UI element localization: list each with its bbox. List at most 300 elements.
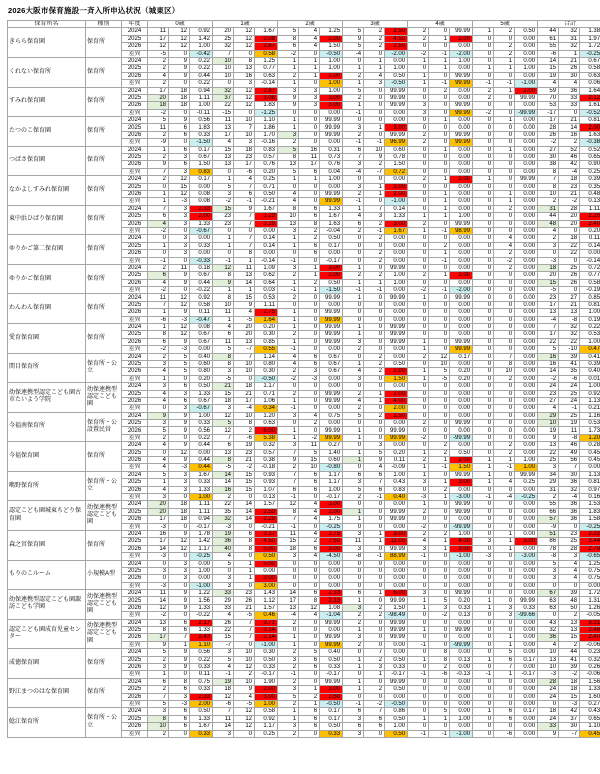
data-cell: 0.00 [515, 309, 538, 316]
data-cell: 34 [538, 471, 559, 478]
data-cell: 99.99 [320, 619, 343, 626]
data-cell: 0.22 [190, 656, 213, 663]
data-cell: 1 [278, 279, 299, 286]
data-cell: -3 [408, 494, 429, 501]
data-cell: 0.00 [450, 205, 473, 212]
data-cell: -3 [538, 671, 559, 678]
data-cell: 8 [538, 168, 559, 175]
data-cell: 39 [559, 353, 580, 360]
data-cell: 0.00 [515, 567, 538, 574]
data-cell: 0.85 [580, 294, 600, 301]
data-cell: 5 [343, 43, 364, 50]
data-cell: 2.00 [385, 190, 408, 197]
data-cell: 99.99 [385, 87, 408, 94]
data-cell: 8 [213, 294, 234, 301]
data-cell: 0.00 [190, 346, 213, 353]
data-cell: 3 [429, 604, 450, 611]
data-cell: 2 [494, 205, 515, 212]
data-cell: 0 [408, 65, 429, 72]
data-cell: 59 [538, 87, 559, 94]
data-cell: 5 [148, 649, 169, 656]
data-cell: 1 [408, 213, 429, 220]
data-cell: -2 [148, 346, 169, 353]
data-cell: 0.17 [190, 146, 213, 153]
year-label-cell: 2025 [122, 124, 148, 131]
data-cell: 2 [343, 227, 364, 234]
data-cell: 4 [364, 464, 385, 471]
data-cell: 1 [473, 656, 494, 663]
data-cell: 99.99 [385, 102, 408, 109]
data-cell: 0 [429, 154, 450, 161]
data-cell: -3 [148, 553, 169, 560]
data-cell: -5 [234, 612, 255, 619]
data-cell: 6 [169, 161, 190, 168]
data-cell: 20 [148, 501, 169, 508]
data-cell: 3 [169, 213, 190, 220]
data-cell: 0 [364, 567, 385, 574]
data-cell: 6 [169, 723, 190, 730]
data-cell: 0 [234, 227, 255, 234]
data-cell: 0 [494, 700, 515, 707]
data-cell: 99.99 [385, 619, 408, 626]
data-cell: 1.00 [450, 213, 473, 220]
data-cell: -0.50 [320, 700, 343, 707]
data-cell: 0 [408, 686, 429, 693]
data-cell: -2 [148, 227, 169, 234]
data-cell: 7 [148, 301, 169, 308]
data-cell: 2 [299, 420, 320, 427]
data-cell: 0 [429, 634, 450, 641]
data-cell: 0.00 [450, 124, 473, 131]
year-label-cell: 2025 [122, 479, 148, 486]
data-cell: 0 [473, 338, 494, 345]
data-cell: 2 [494, 43, 515, 50]
data-cell: 1.90 [255, 678, 278, 685]
data-cell: 0 [473, 227, 494, 234]
data-cell: 2.00 [320, 72, 343, 79]
data-cell: 0 [364, 94, 385, 101]
data-cell: 3 [299, 368, 320, 375]
year-label-cell: 2025 [122, 567, 148, 574]
year-label-cell: 差異 [122, 434, 148, 441]
data-cell: 14 [538, 368, 559, 375]
data-cell: 0 [299, 627, 320, 634]
data-cell: 1 [364, 538, 385, 545]
year-label-cell: 2026 [122, 457, 148, 464]
data-cell: 0.00 [320, 405, 343, 412]
data-cell: 2 [364, 656, 385, 663]
data-cell: 0.00 [385, 353, 408, 360]
data-cell: 0 [408, 331, 429, 338]
year-label-cell: 差異 [122, 405, 148, 412]
data-cell: 96.99 [385, 139, 408, 146]
data-cell: 3.00 [255, 575, 278, 582]
data-cell: -0.17 [385, 671, 408, 678]
data-cell: 0.00 [515, 715, 538, 722]
data-cell: 0 [364, 619, 385, 626]
year-label-cell: 2026 [122, 486, 148, 493]
data-cell: 4 [299, 28, 320, 35]
data-cell: 0.00 [450, 87, 473, 94]
year-label-cell: 2024 [122, 117, 148, 124]
data-cell: 0 [473, 715, 494, 722]
data-cell: 5 [278, 693, 299, 700]
data-cell: 0.92 [255, 715, 278, 722]
data-cell: 21 [234, 457, 255, 464]
data-cell: 12 [234, 94, 255, 101]
data-cell: 5 [213, 560, 234, 567]
data-cell: 3 [278, 656, 299, 663]
data-cell: 1.00 [385, 279, 408, 286]
year-label-cell: 2026 [122, 338, 148, 345]
data-cell: 3 [559, 553, 580, 560]
year-label-cell: 差異 [122, 641, 148, 648]
data-cell: 3 [364, 663, 385, 670]
data-cell: 0.00 [385, 109, 408, 116]
data-cell: 0.14 [385, 205, 408, 212]
data-cell: 6 [234, 190, 255, 197]
data-cell: 3 [408, 590, 429, 597]
data-cell: 1.33 [190, 486, 213, 493]
data-cell: 30 [559, 72, 580, 79]
data-cell: 1 [213, 242, 234, 249]
data-cell: -1 [278, 346, 299, 353]
data-cell: 99.99 [320, 427, 343, 434]
data-cell: 3 [343, 634, 364, 641]
data-cell: 4 [148, 457, 169, 464]
data-cell: 0 [494, 434, 515, 441]
data-cell: 0 [473, 316, 494, 323]
year-label-cell: 2026 [122, 397, 148, 404]
data-cell: -3 [169, 198, 190, 205]
data-cell: 0.00 [515, 619, 538, 626]
data-cell: 16 [538, 360, 559, 367]
data-cell: 2 [343, 405, 364, 412]
data-cell: 11 [148, 124, 169, 131]
data-cell: 0 [364, 324, 385, 331]
data-cell: 0 [234, 730, 255, 737]
table-row [8, 87, 600, 94]
data-cell: 2 [299, 538, 320, 545]
data-cell: 4 [364, 72, 385, 79]
data-cell: 3.00 [255, 693, 278, 700]
data-cell: 7 [234, 220, 255, 227]
data-cell: -9 [538, 523, 559, 530]
data-cell: 0.50 [255, 553, 278, 560]
data-cell: 5 [278, 168, 299, 175]
data-cell: 2 [364, 257, 385, 264]
data-cell: 10 [213, 301, 234, 308]
data-cell: 9 [234, 301, 255, 308]
data-cell: 18 [213, 686, 234, 693]
data-cell: 99.99 [320, 338, 343, 345]
data-cell: 18 [169, 516, 190, 523]
data-cell: 0 [408, 205, 429, 212]
data-cell: 2.20 [580, 213, 600, 220]
data-cell: 0 [343, 257, 364, 264]
data-cell: -0.21 [255, 198, 278, 205]
data-cell: 2 [148, 154, 169, 161]
data-cell: 99.99 [385, 264, 408, 271]
data-cell: 12 [169, 176, 190, 183]
table-row [8, 146, 600, 153]
data-cell: 0.58 [580, 279, 600, 286]
data-cell: 0 [278, 420, 299, 427]
data-cell: 0.00 [190, 183, 213, 190]
data-cell: 7 [364, 479, 385, 486]
facility-type-cell: 保育所 [86, 442, 122, 472]
data-cell: -0.14 [580, 257, 600, 264]
data-cell: 0 [473, 242, 494, 249]
facility-name-cell: 認定こども園成育児童センター [8, 619, 86, 649]
data-cell: 0 [494, 331, 515, 338]
data-cell: 6 [169, 397, 190, 404]
data-cell: 1.00 [320, 80, 343, 87]
data-cell: 1.20 [580, 434, 600, 441]
data-cell: 30 [559, 723, 580, 730]
data-cell: 15 [234, 486, 255, 493]
data-cell: 8 [299, 220, 320, 227]
data-cell: 0 [234, 494, 255, 501]
data-cell: 0 [473, 508, 494, 515]
data-cell: 0.67 [320, 360, 343, 367]
data-cell: 0 [473, 420, 494, 427]
year-label-cell: 2025 [122, 331, 148, 338]
data-cell: 1 [148, 146, 169, 153]
data-cell: 0.00 [515, 227, 538, 234]
data-cell: -1 [408, 730, 429, 737]
data-cell: 50 [559, 604, 580, 611]
data-cell: 1.08 [320, 604, 343, 611]
data-cell: 5 [364, 449, 385, 456]
data-cell: 12 [234, 708, 255, 715]
data-cell: 0.00 [515, 730, 538, 737]
data-cell: 14 [278, 590, 299, 597]
data-cell: 0 [364, 346, 385, 353]
data-cell: 2.33 [320, 590, 343, 597]
data-cell: 0.06 [580, 80, 600, 87]
data-cell: 6 [169, 686, 190, 693]
data-cell: 0 [473, 117, 494, 124]
data-cell: 0 [408, 678, 429, 685]
data-cell: 3.44 [580, 538, 600, 545]
data-cell: 0 [473, 301, 494, 308]
data-cell: 8 [278, 35, 299, 42]
data-cell: 0 [494, 597, 515, 604]
data-cell: 6 [278, 43, 299, 50]
data-cell: -6 [429, 671, 450, 678]
data-cell: 0.00 [385, 582, 408, 589]
data-cell: 15 [559, 693, 580, 700]
data-cell: 0 [473, 427, 494, 434]
data-cell: 3 [494, 612, 515, 619]
data-cell: 13 [234, 272, 255, 279]
data-cell: 1 [278, 715, 299, 722]
data-cell: 12 [148, 604, 169, 611]
type-header: 種別 [86, 21, 122, 28]
data-cell: 10 [538, 649, 559, 656]
data-cell: 1 [364, 65, 385, 72]
facility-name-cell: 鯰江保育所 [8, 708, 86, 738]
data-cell: 15 [559, 634, 580, 641]
data-cell: 0 [343, 301, 364, 308]
data-cell: 0 [343, 442, 364, 449]
data-cell: 5 [343, 87, 364, 94]
data-cell: 0.00 [450, 146, 473, 153]
data-cell: -2 [494, 257, 515, 264]
data-cell: -6 [559, 375, 580, 382]
data-cell: 17 [538, 331, 559, 338]
data-cell: 1 [299, 57, 320, 64]
data-cell: 2 [299, 227, 320, 234]
year-label-cell: 2025 [122, 35, 148, 42]
data-cell: 1 [408, 715, 429, 722]
data-cell: 0 [473, 50, 494, 57]
data-cell: -1 [429, 257, 450, 264]
data-cell: 2.17 [190, 619, 213, 626]
data-cell: 1.00 [190, 43, 213, 50]
data-cell: 0 [278, 575, 299, 582]
data-cell: 7 [559, 464, 580, 471]
data-cell: 0.00 [515, 154, 538, 161]
data-cell: 0.04 [320, 168, 343, 175]
data-cell: -0.38 [580, 139, 600, 146]
data-cell: -1 [278, 405, 299, 412]
data-cell: 15 [169, 183, 190, 190]
data-cell: 3 [538, 242, 559, 249]
year-label-cell: 2024 [122, 619, 148, 626]
data-cell: 0.00 [515, 427, 538, 434]
data-cell: 8 [299, 597, 320, 604]
data-cell: 2 [429, 442, 450, 449]
data-cell: 7 [234, 124, 255, 131]
data-cell: 0.17 [515, 656, 538, 663]
data-cell: 0.50 [190, 383, 213, 390]
data-cell: -1 [343, 139, 364, 146]
data-cell: 5 [299, 449, 320, 456]
data-cell: 0 [429, 641, 450, 648]
data-cell: 0 [299, 198, 320, 205]
data-cell: 0.50 [385, 656, 408, 663]
data-cell: 0.00 [450, 161, 473, 168]
data-cell: 1.72 [580, 43, 600, 50]
data-cell: 0 [473, 627, 494, 634]
data-cell: -1 [473, 80, 494, 87]
data-cell: 3.00 [515, 538, 538, 545]
data-cell: -0.25 [580, 50, 600, 57]
data-cell: 0.00 [450, 619, 473, 626]
data-cell: 0.17 [450, 353, 473, 360]
data-cell: 0.00 [515, 560, 538, 567]
data-cell: 3 [408, 479, 429, 486]
data-cell: -0.25 [515, 494, 538, 501]
data-cell: 3 [213, 190, 234, 197]
data-cell: 12 [234, 102, 255, 109]
data-cell: 1.17 [255, 723, 278, 730]
data-cell: 13 [559, 619, 580, 626]
data-cell: 0.00 [515, 412, 538, 419]
data-cell: 0.75 [580, 567, 600, 574]
data-cell: 1.00 [320, 486, 343, 493]
data-cell: 1 [408, 449, 429, 456]
data-cell: 1.61 [580, 102, 600, 109]
data-cell: 1 [343, 205, 364, 212]
data-cell: 3 [169, 486, 190, 493]
data-cell: 1 [278, 338, 299, 345]
data-cell: 1.00 [515, 457, 538, 464]
data-cell: 19 [538, 72, 559, 79]
data-cell: 6.00 [385, 590, 408, 597]
data-cell: 0 [408, 723, 429, 730]
data-cell: 2 [148, 434, 169, 441]
data-cell: 0.00 [320, 375, 343, 382]
data-cell: 0 [364, 434, 385, 441]
data-cell: 0 [494, 35, 515, 42]
data-cell: 3 [213, 575, 234, 582]
data-cell: 0 [299, 560, 320, 567]
data-cell: 0 [299, 671, 320, 678]
data-cell: 1 [408, 375, 429, 382]
data-cell: 0 [494, 346, 515, 353]
data-cell: -2 [429, 612, 450, 619]
data-cell: 99.99 [450, 220, 473, 227]
data-cell: 0 [429, 582, 450, 589]
data-cell: 7 [234, 213, 255, 220]
data-cell: 0 [494, 279, 515, 286]
data-cell: 2 [559, 612, 580, 619]
data-cell: 0 [429, 72, 450, 79]
data-cell: 9 [343, 35, 364, 42]
data-cell: 0 [408, 183, 429, 190]
facility-type-cell: 保育所 [86, 235, 122, 265]
data-cell: 18 [169, 87, 190, 94]
data-cell: 3 [343, 161, 364, 168]
data-cell: 15 [213, 146, 234, 153]
data-cell: 0 [494, 139, 515, 146]
data-cell: 1 [408, 501, 429, 508]
data-cell: 0 [234, 523, 255, 530]
data-cell: 37 [559, 715, 580, 722]
data-cell: 1 [343, 360, 364, 367]
year-label-cell: 2024 [122, 501, 148, 508]
data-cell: 0.00 [320, 383, 343, 390]
data-cell: 0 [538, 612, 559, 619]
data-cell: 0 [473, 213, 494, 220]
data-cell: 0.08 [190, 324, 213, 331]
data-cell: 1 [343, 80, 364, 87]
data-cell: 10 [213, 72, 234, 79]
data-cell: 0 [494, 161, 515, 168]
data-cell: 23 [234, 154, 255, 161]
data-cell: 1 [429, 479, 450, 486]
facility-name-cell: わんわん保育園 [8, 294, 86, 324]
data-cell: 9 [169, 65, 190, 72]
data-cell: 2 [538, 198, 559, 205]
data-cell: 0 [429, 390, 450, 397]
data-cell: 0.56 [190, 427, 213, 434]
age-group-header-1: 1歳 [213, 21, 278, 28]
data-cell: 7 [148, 168, 169, 175]
year-label-cell: 2026 [122, 516, 148, 523]
data-cell: 3 [299, 94, 320, 101]
data-cell: 2.79 [580, 545, 600, 552]
data-cell: 22 [538, 338, 559, 345]
data-cell: 3 [169, 235, 190, 242]
data-cell: 20 [538, 272, 559, 279]
data-cell: 99.99 [320, 131, 343, 138]
data-cell: 11 [234, 264, 255, 271]
data-cell: 0 [299, 50, 320, 57]
